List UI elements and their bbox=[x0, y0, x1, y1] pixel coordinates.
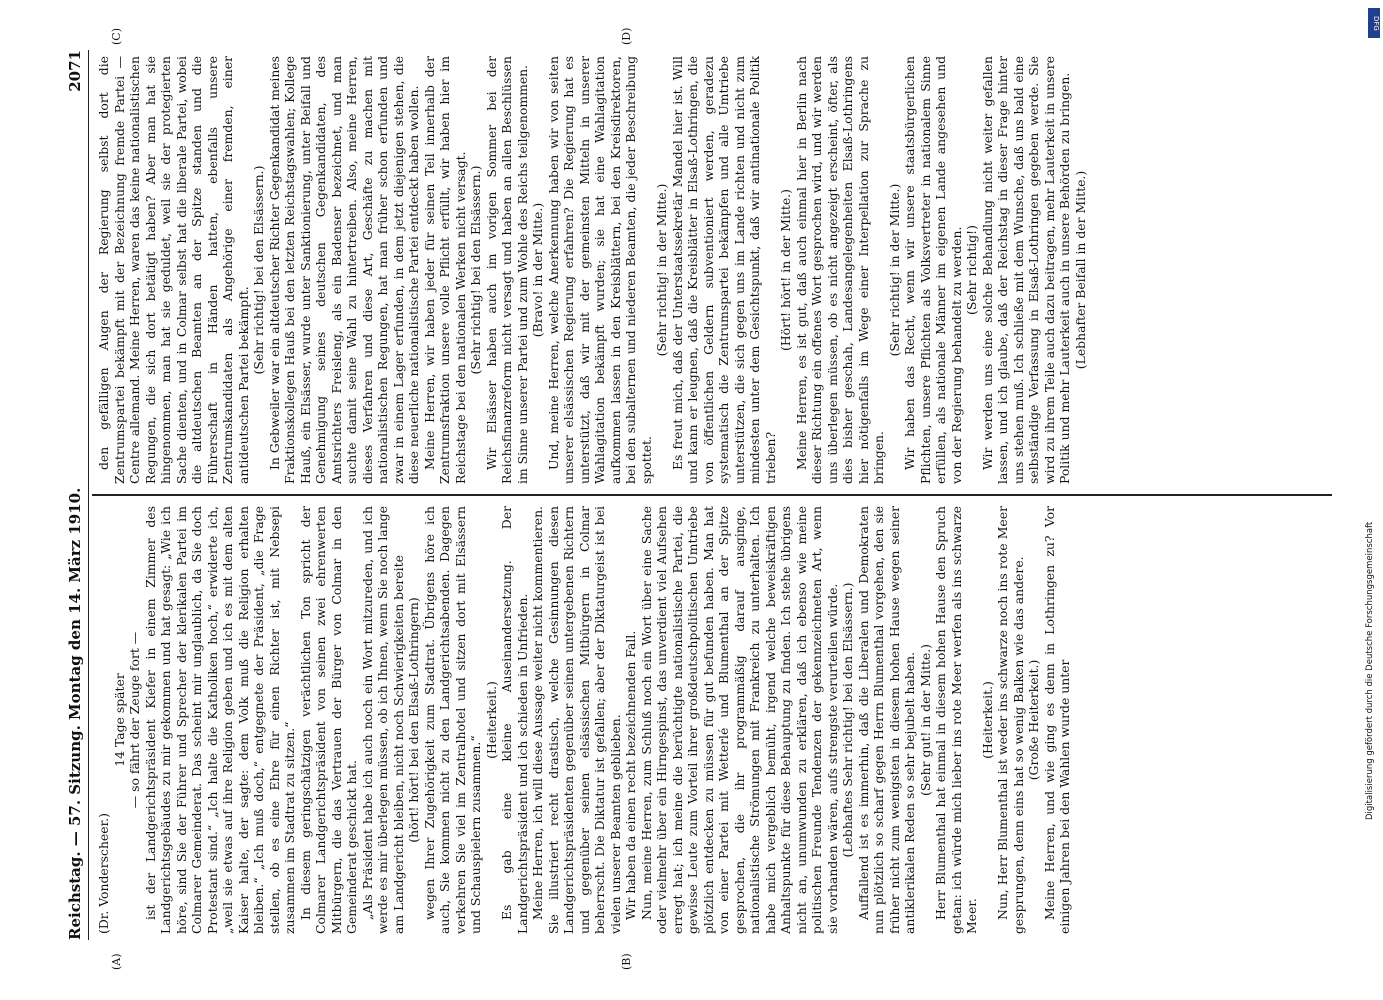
left-column-paragraph: (Heiterkeit.) bbox=[483, 681, 499, 759]
margin-mark-c: (C) bbox=[110, 28, 123, 45]
left-column-paragraph: (Große Heiterkeit.) bbox=[1026, 659, 1041, 781]
right-column-paragraph: (Sehr richtig! in der Mitte.) bbox=[886, 183, 902, 357]
right-column-paragraph: Es freut mich, daß der Unterstaatssekretär Mandel hier ist. Will und kann er leugnen, daß die Kreisblätter in Elsaß-Lothringen, die von öffentlichen Geldern subventioniert werden, geradezu systematisch die Zentrumspartei bekämpfen und alle Umtriebe unterstützen, die sich gegen uns im Lande richten und nicht zum mindesten unter dem Gesichtspunkt, daß wir antinationale Politik trieben? bbox=[669, 56, 778, 484]
dfg-logo: DFG bbox=[1368, 8, 1380, 38]
margin-mark-d: (D) bbox=[620, 27, 633, 45]
margin-mark-a: (A) bbox=[110, 953, 123, 970]
left-column-paragraph: „Als Präsident habe ich auch noch ein Wort mitzureden, und ich werde es mir überlegen müssen, ob ich Ihnen, wenn Sie noch lange am Landgericht bleiben, nicht noch Schwierigkeiten bereite bbox=[359, 506, 406, 934]
right-column bbox=[96, 56, 1326, 484]
page-header bbox=[60, 50, 90, 940]
left-column-paragraph: ist der Landgerichtspräsident Kiefer in einem Zimmer des Landgerichtsgebäudes zu mir gekommen und hat gesagt: „Wie ich höre, sind Sie der Führer und Sprecher der klerikalen Partei im Colmarer Gemeinderat. Das scheint mir unglaublich, da Sie doch Protestant sind.“ „Ich halte die Katholiken hoch,“ erwiderte ich, „weil sie etwas auf ihre Religion geben und ich es mit dem alten Kaiser halte, der sagte: dem Volk muß die Religion erhalten bleiben.“ „Ich muß doch,“ entgegnete der Präsident, „die Frage stellen, ob es eine Ehre für einen Richter ist, mit Nebsepi zusammen im Stadtrat zu sitzen.“ bbox=[142, 506, 297, 934]
right-column-paragraph: (Hört! hört! in der Mitte.) bbox=[778, 189, 793, 351]
left-column-paragraph: (Heiterkeit.) bbox=[979, 681, 995, 759]
right-column-paragraph: (Sehr richtig! bei den Elsässern.) bbox=[251, 165, 266, 375]
right-column-paragraph: Wir Elsässer haben auch im vorigen Sommer bei der Reichsfinanzreform nicht versagt und haben an allen Beschlüssen im Sinne unserer Partei und zum Wohle des Reichs teilgenommen. bbox=[483, 56, 530, 484]
right-column-paragraph: Meine Herren, wir haben jeder für seinen Teil innerhalb der Zentrumsfraktion unsere volle Pflicht erfüllt, wir haben hier im Reichstage bei den nationalen Werken nicht versagt. bbox=[421, 56, 468, 484]
left-column-paragraph: Wir haben da einen recht bezeichnenden Fall. bbox=[623, 630, 638, 920]
left-column bbox=[96, 506, 1326, 934]
page-number: 2071 bbox=[66, 50, 84, 92]
left-column-paragraph: wegen Ihrer Zugehörigkeit zum Stadtrat. Übrigens höre ich auch, Sie kommen nicht zu den Landgerichtsabenden. Dagegen verkehren Sie viel im Zentralhotel und sitzen dort mit Elsässern und Schauspielern zusammen.“ bbox=[421, 506, 483, 934]
left-column-paragraph: Nun, Herr Blumenthal ist weder ins schwarze noch ins rote Meer gesprungen, denn eins hat so wenig Balken wie das andere. bbox=[995, 506, 1026, 934]
right-column-paragraph: (Sehr richtig! bei den Elsässern.) bbox=[468, 165, 483, 375]
right-column-paragraph: Meine Herren, es ist gut, daß auch einmal hier in Berlin nach dieser Richtung ein offenes Wort gesprochen wird, und wir werden uns überlegen müssen, ob es nicht angezeigt erscheint, öfter, als dies bisher geschah, Landesangelegenheiten Elsaß-Lothringens hier nötigenfalls im Wege einer Interpellation zur Sprache zu bringen. bbox=[793, 56, 886, 484]
left-column-paragraph: 14 Tage später bbox=[111, 673, 127, 767]
left-column-paragraph: Es gab eine kleine Auseinandersetzung. Der Landgerichtspräsident und ich schieden in Unfrieden. bbox=[499, 506, 530, 934]
left-column-paragraph: (Lebhaftes Sehr richtig! bei den Elsässern.) bbox=[840, 582, 855, 858]
digitization-note bbox=[1361, 0, 1377, 1000]
right-column-paragraph: In Gebweiler war ein altdeutscher Richter Gegenkandidat meines Fraktionskollegen Hauß bei den letzten Reichstagswahlen; Kollege Hauß, ein Elsässer, wurde unter Sanktionierung, unter Beifall und Genehmigung seines deutschen Gegenkandidaten, des Amtsrichters Freisleng, als ein Badenser bezeichnet, und man suchte damit seine Wahl zu hintertreiben. Also, meine Herren, dieses Verfahren und diese Art, Geschäfte zu machen mit nationalistischen Regungen, hat man früher schon erfunden und zwar in einem Lager erfunden, in dem jetzt diejenigen stehen, die diese neuerliche nationalistische Partei entdeckt haben wollen. bbox=[266, 56, 421, 484]
right-column-paragraph: Und, meine Herren, welche Anerkennung haben wir von seiten unserer elsässischen Regierung erfahren? Die Regierung hat es unterstützt, daß wir mit der gemeinsten Mitteln in unserer Wahlagitation bekämpft wurden; sie hat eine Wahlagitation aufkommen lassen in den Kreisblättern, bei den Kreisdirektoren, bei den subalternen und niederen Beamten, die jeder Beschreibung spottet. bbox=[545, 56, 654, 484]
left-column-paragraph: Nun, meine Herren, zum Schluß noch ein Wort über eine Sache oder vielmehr über ein Hirngespinst, das unverdient viel Aufsehen erregt hat; ich meine die berüchtigte nationalistische Partei, die gewisse Leute zum Vorteil ihrer großdeutschpolitischen Umtriebe plötzlich entdecken zu müssen für gut befunden haben. Man hat von einer Partei mit Wetterlé und Blumenthal an der Spitze gesprochen, die ihr programmäßig darauf ausginge, nationalistische Strömungen mit Frankreich zu unterhalten. Ich habe mich vergeblich bemüht, irgend welche beweiskräftigen Anhaltspunkte für diese Behauptung zu finden. Ich stehe übrigens nicht an, unumwunden zu erklären, daß ich ebenso wie meine politischen Freunde Tendenzen der gekennzeichneten Art, wenn sie vorhanden wären, aufs strengste verurteilen würde. bbox=[638, 506, 840, 934]
right-column-paragraph: den gefälligen Augen der Regierung selbst dort die Zentrumspartei bekämpft mit der Bezeichnung fremde Partei — Centre allemand. Meine Herren, waren das keine nationalistischen Regungen, die sich dort betätigt haben? Aber man hat sie hingenommen, man hat sie geduldet, weil sie der protegierten Sache dienten, und in Colmar selbst hat die liberale Partei, wobei die altdeutschen Beamten an der Spitze standen und die Führerschaft in Händen hatten, ebenfalls unsere Zentrumskandidaten als Angehörige einer fremden, einer antideutschen Partei bekämpft. bbox=[96, 56, 251, 484]
right-column-paragraph: Wir haben das Recht, wenn wir unsere staatsbürgerlichen Pflichten, unsere Pflichten als Volksvertreter in nationalem Sinne erfüllen, als nationale Männer im eigenen Lande angesehen und von der Regierung behandelt zu werden. bbox=[902, 56, 964, 484]
right-column-paragraph: (Lebhafter Beifall in der Mitte.) bbox=[1072, 170, 1088, 370]
left-column-paragraph: (Sehr gut! in der Mitte.) bbox=[917, 643, 933, 797]
left-column-paragraph: Herr Blumenthal hat einmal in diesem hohen Hause den Spruch getan: ich würde mich lieber ins rote Meer werfen als ins schwarze Meer. bbox=[933, 506, 979, 934]
margin-mark-b: (B) bbox=[620, 953, 633, 970]
left-column-paragraph: Auffallend ist es immerhin, daß die Liberalen und Demokraten nun plötzlich so scharf gegen Herrn Blumenthal vorgehen, den sie früher nicht zum wenigsten in diesem hohen Hause wegen seiner antiklerikalen Reden so sehr bejubelt haben. bbox=[855, 506, 917, 934]
column-rule bbox=[92, 494, 1332, 496]
right-column-paragraph: (Bravo! in der Mitte.) bbox=[530, 202, 545, 338]
left-column-paragraph: — so fährt der Zeuge fort — bbox=[127, 631, 142, 809]
header-title: Reichstag. — 57. Sitzung. Montag den 14. März 1910. bbox=[66, 487, 84, 940]
header-rule bbox=[88, 50, 89, 940]
left-column-paragraph: Meine Herren, und wie ging es denn in Lothringen zu? Vor einigen Jahren bei den Wahlen wurde unter bbox=[1041, 506, 1072, 934]
right-column-paragraph: (Sehr richtig! in der Mitte.) bbox=[654, 183, 669, 357]
speaker-label: (Dr. Vonderscheer.) bbox=[96, 813, 111, 934]
right-column-paragraph: Wir werden uns eine solche Behandlung nicht weiter gefallen lassen, und ich glaube, daß der Reichstag in dieser Frage hinter uns stehen muß. Ich schließe mit dem Wunsche, daß uns bald eine selbständige Verfassung in Elsaß-Lothringen gegeben werde. Sie wird zu ihrem Teile auch dazu beitragen, mehr Lauterkeit in unsere Politik und mehr Lauterkeit auch in unsere Behörden zu bringen. bbox=[979, 56, 1072, 484]
left-column-paragraph: Meine Herren, ich will diese Aussage weiter nicht kommentieren. Sie illustriert recht drastisch, welche Gesinnungen diesen Landgerichtspräsidenten gegenüber seinen untergebenen Richtern und gegenüber seinen elsässischen Mitbürgern in Colmar beherrscht. Die Diktatur ist gefallen; aber der Diktaturgeist ist bei vielen unserer Beamten geblieben. bbox=[530, 506, 623, 934]
right-column-paragraph: (Sehr richtig!) bbox=[964, 225, 979, 315]
left-column-paragraph: (hört! hört! bei den Elsaß-Lothringern) bbox=[406, 597, 421, 843]
digitization-text: Digitalisierung gefördert durch die Deutsche Forschungsgemeinschaft bbox=[1365, 521, 1375, 820]
left-column-paragraph: In diesem geringschätzigen verächtlichen Ton spricht der Colmarer Landgerichtspräsident von seinen zwei ehrenwerten Mitbürgern, die das Vertrauen der Bürger von Colmar in den Gemeinderat geschickt hat. bbox=[297, 506, 359, 934]
page-content bbox=[0, 27, 1340, 970]
